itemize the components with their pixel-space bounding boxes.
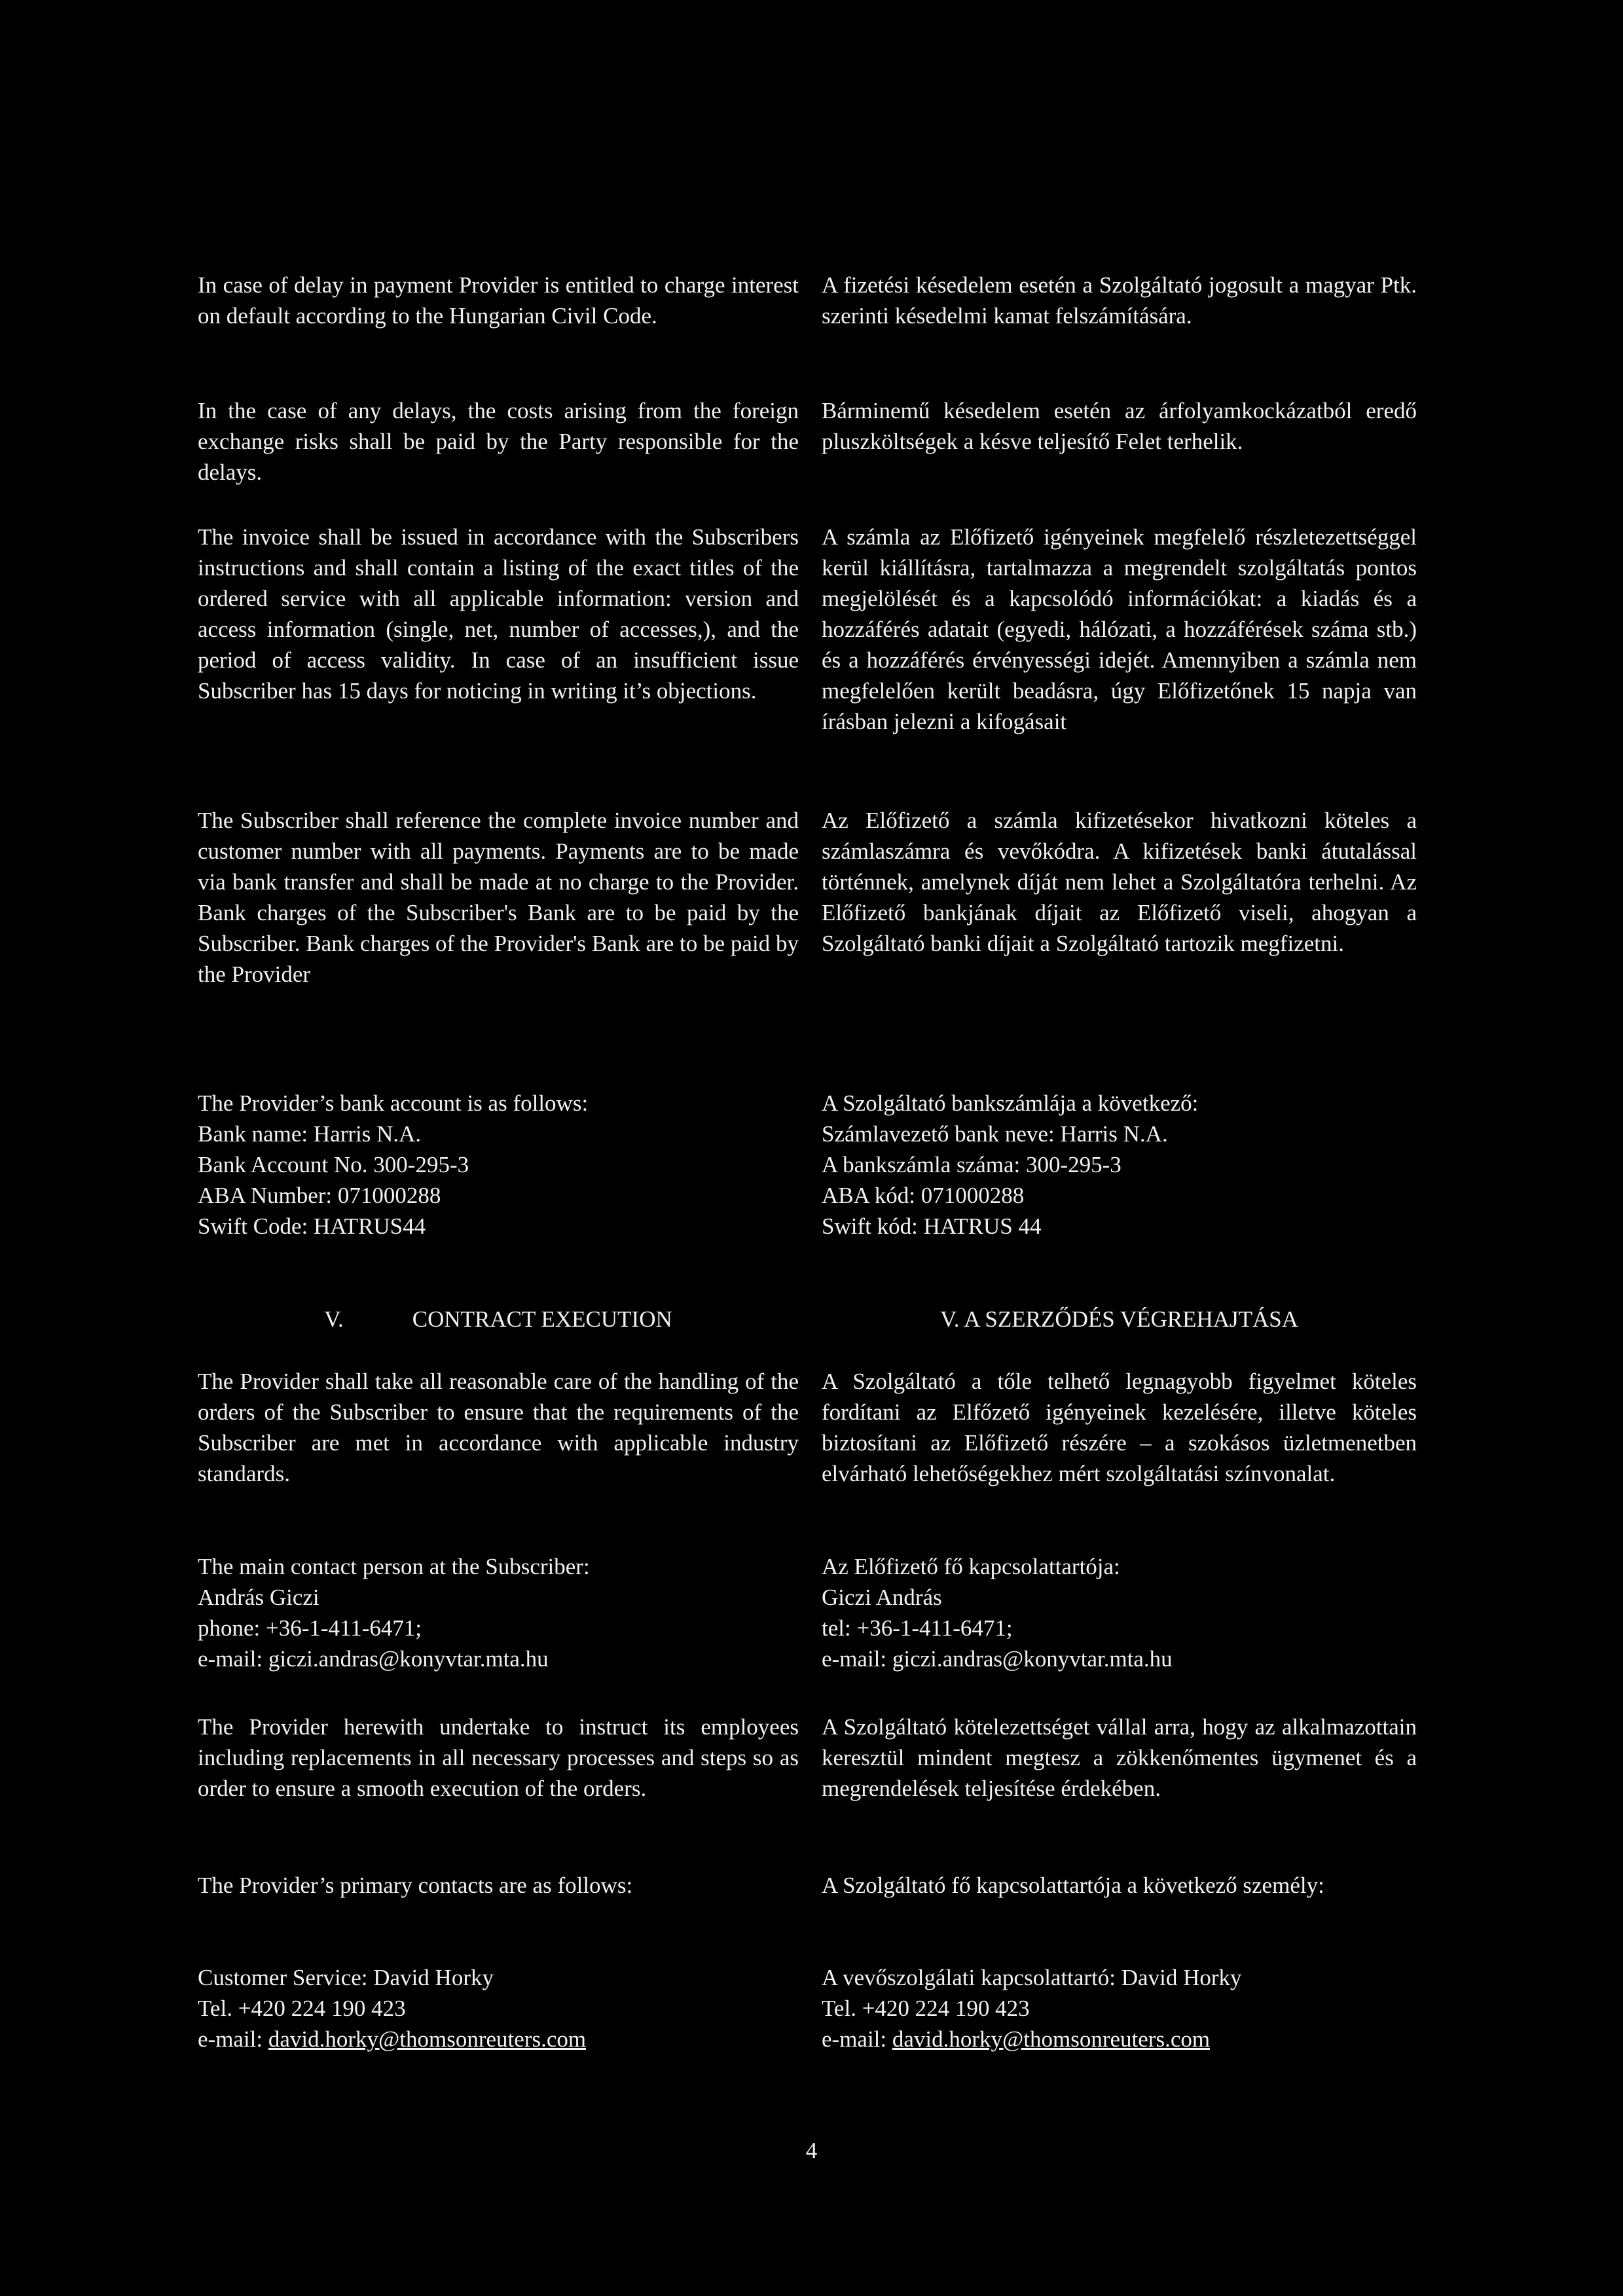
en-delay-costs-paragraph: In the case of any delays, the costs arising from the foreign exchange risks shall be paid by the Party responsible for the delays.	[198, 398, 799, 485]
en-customer-service-block	[198, 1962, 799, 2054]
hu-late-payment-paragraph: A fizetési késedelem esetén a Szolgáltató jogosult a magyar Ptk. szerinti késedelmi kamat felszámítására.	[822, 272, 1417, 329]
en-section-number: V.	[324, 1306, 344, 1332]
hu-primary-contacts-heading: A Szolgáltató fő kapcsolattartója a következő személy:	[822, 1873, 1324, 1898]
hu-contact-name: Giczi András	[822, 1585, 942, 1610]
en-bank-heading: The Provider’s bank account is as follows:	[198, 1090, 589, 1116]
hu-bank-name: Számlavezető bank neve: Harris N.A.	[822, 1121, 1168, 1147]
hu-section-heading	[822, 1304, 1417, 1335]
en-service-name: Customer Service: David Horky	[198, 1965, 494, 1990]
en-service-tel: Tel. +420 224 190 423	[198, 1996, 406, 2021]
hu-subscriber-contact-block	[822, 1551, 1417, 1674]
en-service-email-link[interactable]: david.horky@thomsonreuters.com	[268, 2026, 587, 2052]
en-care-paragraph: The Provider shall take all reasonable care of the handling of the orders of the Subscriber to ensure that the requirements of the Subscriber are met in accordance with applicable industry standards.	[198, 1369, 799, 1486]
hu-service-email-label: e-mail:	[822, 2026, 892, 2052]
hu-bank-heading: A Szolgáltató bankszámlája a következő:	[822, 1090, 1199, 1116]
hu-contact-phone: tel: +36-1-411-6471;	[822, 1615, 1013, 1641]
en-contact-name: András Giczi	[198, 1585, 319, 1610]
en-subscriber-contact-block	[198, 1551, 799, 1674]
en-service-email-row	[198, 2024, 799, 2054]
en-bank-name: Bank name: Harris N.A.	[198, 1121, 422, 1147]
en-primary-contacts-heading: The Provider’s primary contacts are as follows:	[198, 1873, 633, 1898]
en-employees-paragraph: The Provider herewith undertake to instruct its employees including replacements in all necessary processes and steps so as order to ensure a smooth execution of the orders.	[198, 1714, 799, 1801]
page-number: 4	[805, 2138, 818, 2163]
hu-invoice-paragraph: A számla az Előfizető igényeinek megfelelő részletezettséggel kerül kiállításra, tartalmazza a megrendelt szolgáltatás pontos megjelölését és a kapcsolódó információkat: a kiadás és a hozzáférés adatait (egyedi, hálózati, a hozzáférések száma stb.) és a hozzáférés érvényességi idejét. Amennyiben a számla nem megfelelően került beadásra, úgy Előfizetőnek 15 napja van írásban jelezni a kifogásait	[822, 524, 1417, 734]
hu-customer-service-block	[822, 1962, 1417, 2054]
en-aba-number: ABA Number: 071000288	[198, 1183, 441, 1208]
hu-service-email-row	[822, 2024, 1417, 2054]
hu-service-email-link[interactable]: david.horky@thomsonreuters.com	[892, 2026, 1211, 2052]
en-bank-account-block	[198, 1088, 799, 1242]
en-swift-code: Swift Code: HATRUS44	[198, 1213, 426, 1239]
en-section-heading	[198, 1304, 799, 1335]
hu-swift-code: Swift kód: HATRUS 44	[822, 1213, 1042, 1239]
en-bank-account-number: Bank Account No. 300-295-3	[198, 1152, 469, 1177]
hu-contact-heading: Az Előfizető fő kapcsolattartója:	[822, 1554, 1120, 1579]
en-service-email-label: e-mail:	[198, 2026, 268, 2052]
hu-section-title: V. A SZERZŐDÉS VÉGREHAJTÁSA	[939, 1306, 1299, 1332]
hu-bank-account-number: A bankszámla száma: 300-295-3	[822, 1152, 1122, 1177]
en-contact-phone: phone: +36-1-411-6471;	[198, 1615, 422, 1641]
hu-bank-account-block	[822, 1088, 1417, 1242]
en-section-title: CONTRACT EXECUTION	[412, 1306, 672, 1332]
hu-payment-paragraph: Az Előfizető a számla kifizetésekor hivatkozni köteles a számlaszámra és vevőkódra. A kifizetések banki átutalással történnek, amelynek díját nem lehet a Szolgáltatóra terhelni. Az Előfizető bankjának díjait az Előfizető viseli, ahogyan a Szolgáltató banki díjait a Szolgáltató tartozik megfizetni.	[822, 808, 1417, 956]
hu-care-paragraph: A Szolgáltató a tőle telhető legnagyobb figyelmet köteles fordítani az Elfőzető igényeinek kezelésére, illetve köteles biztosítani az Előfizető részére – a szokásos üzletmenetben elvárható lehetőségekhez mért szolgáltatási színvonalat.	[822, 1369, 1417, 1486]
en-late-payment-paragraph: In case of delay in payment Provider is entitled to charge interest on default according to the Hungarian Civil Code.	[198, 272, 799, 329]
hu-delay-costs-paragraph: Bárminemű késedelem esetén az árfolyamkockázatból eredő pluszköltségek a késve teljesítő Felet terhelik.	[822, 398, 1417, 454]
hu-aba-number: ABA kód: 071000288	[822, 1183, 1025, 1208]
hu-service-name: A vevőszolgálati kapcsolattartó: David Horky	[822, 1965, 1242, 1990]
en-contact-heading: The main contact person at the Subscriber:	[198, 1554, 590, 1579]
en-contact-email: e-mail: giczi.andras@konyvtar.mta.hu	[198, 1646, 549, 1672]
hu-service-tel: Tel. +420 224 190 423	[822, 1996, 1030, 2021]
hu-contact-email: e-mail: giczi.andras@konyvtar.mta.hu	[822, 1646, 1173, 1672]
en-invoice-paragraph: The invoice shall be issued in accordance with the Subscribers instructions and shall contain a listing of the exact titles of the ordered service with all applicable information: version and access information (single, net, number of accesses,), and the period of access validity. In case of an insufficient issue Subscriber has 15 days for noticing in writing it’s objections.	[198, 524, 799, 704]
hu-employees-paragraph: A Szolgáltató kötelezettséget vállal arra, hogy az alkalmazottain keresztül mindent megtesz a zökkenőmentes ügymenet és a megrendelések teljesítése érdekében.	[822, 1714, 1417, 1801]
en-payment-paragraph: The Subscriber shall reference the complete invoice number and customer number with all payments. Payments are to be made via bank transfer and shall be made at no charge to the Provider. Bank charges of the Subscriber's Bank are to be paid by the Subscriber. Bank charges of the Provider's Bank are to be paid by the Provider	[198, 808, 799, 987]
